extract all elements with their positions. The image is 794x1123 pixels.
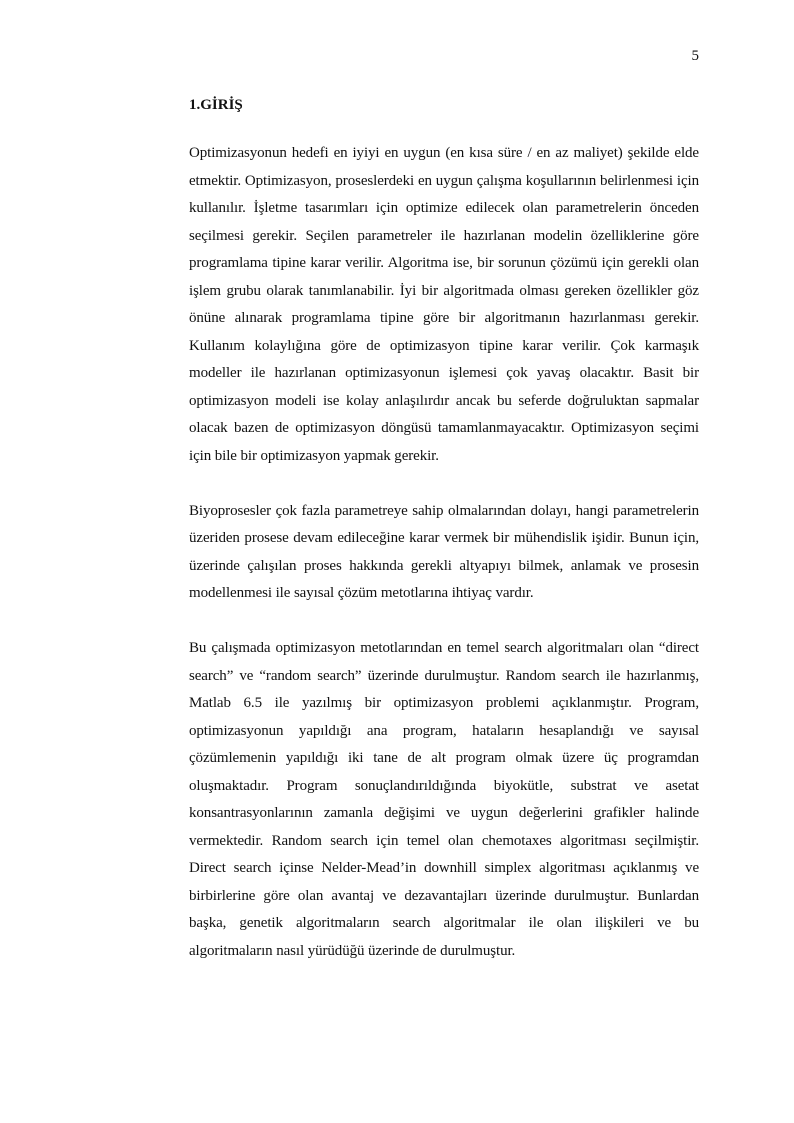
paragraph-3: Bu çalışmada optimizasyon metotlarından en temel search algoritmaları olan “direct search” ve “random search” üzerinde durulmuştur. Random search ile hazırlanmış, Matlab 6.5 ile yazılmış bir optimizasyon problemi açıklanmıştır. Program, optimizasyonun yapıldığı ana program, hataların hesaplandığı ve sayısal çözümlemenin yapıldığı iki tane de alt program olmak üzere üç programdan oluşmaktadır. Program sonuçlandırıldığında biyokütle, substrat ve asetat konsantrasyonlarının zamanla değişimi ve uygun değerlerini grafikler halinde vermektedir. Random search için temel olan chemotaxes algoritması seçilmiştir. Direct search içinse Nelder-Mead’in downhill simplex algoritması açıklanmış ve birbirlerine göre olan avantaj ve dezavantajları üzerinde durulmuştur. Bunlardan başka, genetik algoritmaların search algoritmalar ile olan ilişkileri ve bu algoritmaların nasıl yürüdüğü üzerinde de durulmuştur. xyxy=(189,640,699,959)
paragraph-1: Optimizasyonun hedefi en iyiyi en uygun (en kısa süre / en az maliyet) şekilde elde etmektir. Optimizasyon, proseslerdeki en uygun çalışma koşullarının belirlenmesi için kullanılır. İşletme tasarımları için optimize edilecek olan parametrelerin önceden seçilmesi gerekir. Seçilen parametreler ile hazırlanan modelin özelliklerine göre programlama tipine karar verilir. Algoritma ise, bir sorunun çözümü için gerekli olan işlem grubu olarak tanımlanabilir. İyi bir algoritmada olması gereken özellikler göz önüne alınarak programlama tipine göre bir algoritmanın hazırlanması gerekir. Kullanım kolaylığına göre de optimizasyon tipine karar verilir. Çok karmaşık modeller ile hazırlanan optimizasyonun işlemesi çok yavaş olacaktır. Basit bir optimizasyon modeli ise kolay anlaşılırdır ancak bu seferde doğruluktan sapmalar olacak bazen de optimizasyon döngüsü tamamlanmayacaktır. Optimizasyon seçimi için bile bir optimizasyon yapmak gerekir. xyxy=(189,145,699,464)
paragraph-2: Biyoprosesler çok fazla parametreye sahip olmalarından dolayı, hangi parametrelerin üzeriden prosese devam edileceğine karar vermek bir mühendislik işidir. Bunun için, üzerinde çalışılan proses hakkında gerekli altyapıyı bilmek, anlamak ve prosesin modellenmesi ile sayısal çözüm metotlarına ihtiyaç vardır. xyxy=(189,502,699,601)
section-heading: 1.GİRİŞ xyxy=(189,97,243,113)
page-number: 5 xyxy=(691,48,699,64)
body-text xyxy=(189,140,699,965)
